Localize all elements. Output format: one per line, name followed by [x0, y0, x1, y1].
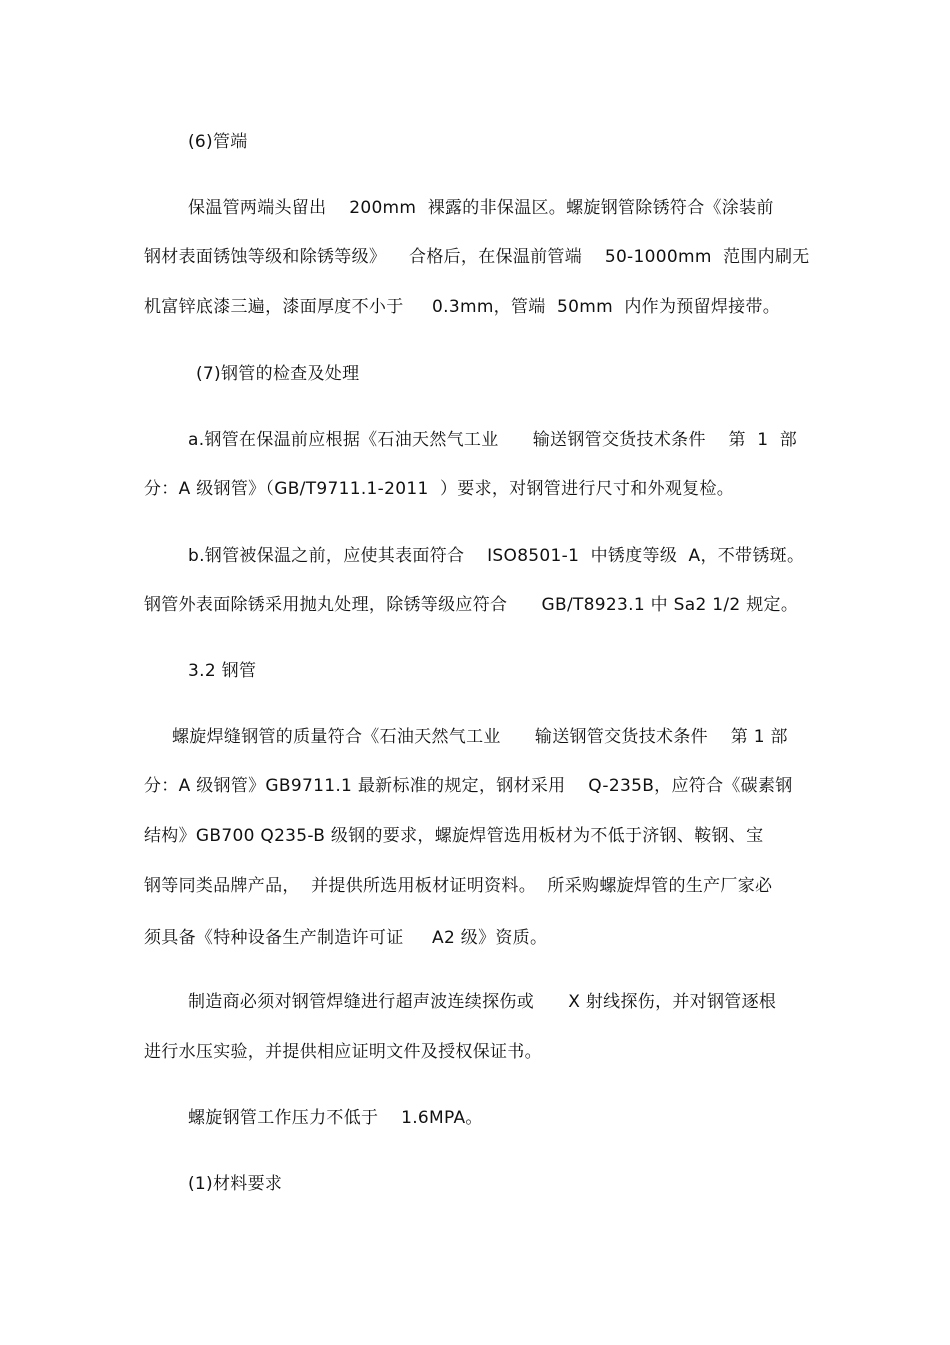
paragraph-line: 机富锌底漆三遍，漆面厚度不小于 0.3mm，管端 50mm 内作为预留焊接带。 [144, 297, 781, 317]
paragraph-line: 螺旋钢管工作压力不低于 1.6MPA。 [188, 1108, 483, 1128]
heading-steel-pipe: 3.2 钢管 [188, 661, 257, 681]
paragraph-line: 螺旋焊缝钢管的质量符合《石油天然气工业 输送钢管交货技术条件 第 1 部 [172, 727, 788, 747]
paragraph-line: 结构》GB700 Q235-B 级钢的要求，螺旋焊管选用板材为不低于济钢、鞍钢、宝 [144, 826, 764, 846]
paragraph-line: 钢材表面锈蚀等级和除锈等级》 合格后，在保温前管端 50-1000mm 范围内刷无 [144, 247, 810, 267]
heading-pipe-inspection: (7)钢管的检查及处理 [196, 364, 360, 384]
paragraph-line: 保温管两端头留出 200mm 裸露的非保温区。螺旋钢管除锈符合《涂装前 [188, 198, 774, 218]
heading-pipe-end: (6)管端 [188, 132, 248, 152]
paragraph-line: a.钢管在保温前应根据《石油天然气工业 输送钢管交货技术条件 第 1 部 [188, 430, 798, 450]
paragraph-line: b.钢管被保温之前，应使其表面符合 ISO8501-1 中锈度等级 A，不带锈斑。 [188, 546, 805, 566]
heading-material-requirements: (1)材料要求 [188, 1174, 283, 1194]
paragraph-line: 须具备《特种设备生产制造许可证 A2 级》资质。 [144, 928, 548, 948]
paragraph-line: 钢等同类品牌产品， 并提供所选用板材证明资料。 所采购螺旋焊管的生产厂家必 [144, 876, 773, 896]
paragraph-line: 钢管外表面除锈采用抛丸处理，除锈等级应符合 GB/T8923.1 中 Sa2 1/2 规定。 [144, 595, 799, 615]
paragraph-line: 分：A 级钢管》（GB/T9711.1-2011 ）要求，对钢管进行尺寸和外观复检。 [144, 479, 735, 499]
paragraph-line: 制造商必须对钢管焊缝进行超声波连续探伤或 X 射线探伤，并对钢管逐根 [188, 992, 777, 1012]
paragraph-line: 分：A 级钢管》GB9711.1 最新标准的规定，钢材采用 Q-235B，应符合《碳素钢 [144, 776, 793, 796]
paragraph-line: 进行水压实验，并提供相应证明文件及授权保证书。 [144, 1042, 542, 1062]
